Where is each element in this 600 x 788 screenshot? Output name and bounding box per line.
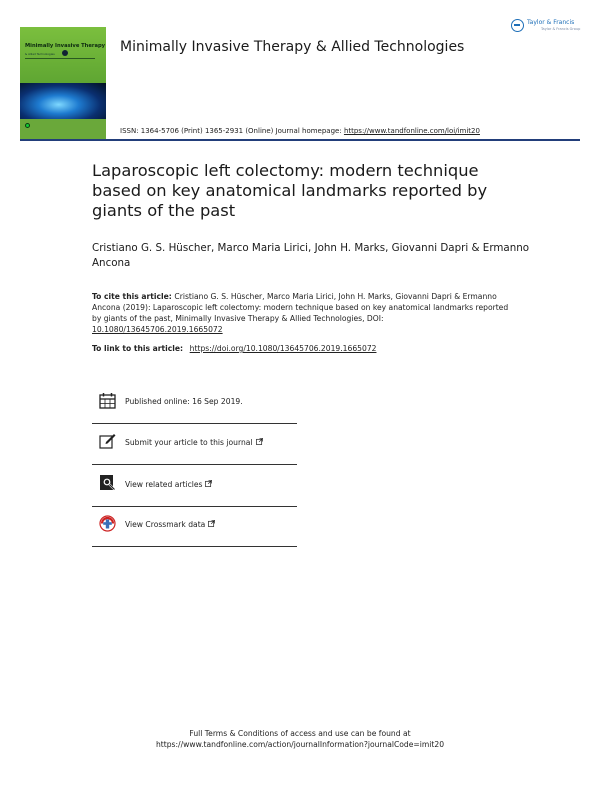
external-link-icon: [208, 520, 215, 527]
cover-mark-icon: [25, 123, 30, 128]
cover-title: Minimally Invasive Therapy: [25, 43, 106, 49]
item-divider: [92, 546, 297, 547]
item-divider: [92, 423, 297, 424]
external-link-icon: [205, 480, 212, 487]
footer: [0, 728, 600, 750]
related-articles-link[interactable]: [125, 480, 212, 489]
crossmark-link[interactable]: [125, 520, 215, 529]
citation-label: To cite this article:: [92, 292, 175, 301]
cover-artwork: [20, 83, 106, 119]
item-divider: [92, 506, 297, 507]
cover-logo-icon: [62, 50, 68, 56]
item-divider: [92, 464, 297, 465]
article-title: Laparoscopic left colectomy: modern technique based on key anatomical landmarks reported by giants of the past: [92, 161, 488, 220]
journal-name: Minimally Invasive Therapy & Allied Technologies: [120, 39, 465, 55]
cover-bottom-band: [20, 119, 106, 139]
related-articles-label: View related articles: [125, 480, 203, 489]
edit-icon: [99, 432, 116, 449]
footer-terms-link[interactable]: https://www.tandfonline.com/action/journalInformation?journalCode=imit20: [155, 740, 445, 749]
header-rule: [20, 139, 580, 141]
cover-divider: [25, 58, 95, 59]
article-link: [92, 344, 376, 353]
journal-cover-image: [20, 27, 106, 139]
footer-terms-text: Full Terms & Conditions of access and use can be found at: [189, 729, 411, 738]
issn-line: [120, 127, 480, 135]
issn-text: ISSN: 1364-5706 (Print) 1365-2931 (Online) Journal homepage:: [120, 127, 344, 135]
external-link-icon: [256, 438, 263, 445]
publisher-tagline: Taylor & Francis Group: [541, 27, 581, 31]
article-doi-link[interactable]: https://doi.org/10.1080/13645706.2019.1665072: [189, 344, 377, 353]
citation-text: Cristiano G. S. Hüscher, Marco Maria Lirici, John H. Marks, Giovanni Dapri & Ermanno Ancona (2019): Laparoscopic left colectomy: modern technique based on key anatomical landmarks reported by giants of the past, Minimally Invasive Therapy & Allied Technologies, DOI:: [92, 292, 509, 323]
crossmark-icon: [99, 515, 116, 532]
citation-doi-link[interactable]: 10.1080/13645706.2019.1665072: [92, 325, 223, 334]
search-document-icon: [99, 474, 116, 491]
publisher-logo-icon: [511, 19, 524, 32]
calendar-icon: [99, 392, 116, 409]
submit-article-link[interactable]: [125, 438, 263, 447]
article-authors: Cristiano G. S. Hüscher, Marco Maria Lirici, John H. Marks, Giovanni Dapri & Ermanno Ancona: [92, 242, 530, 269]
crossmark-label: View Crossmark data: [125, 520, 206, 529]
publisher-name: Taylor & Francis: [527, 19, 575, 26]
journal-homepage-link[interactable]: https://www.tandfonline.com/loi/imit20: [343, 127, 480, 135]
cover-subtitle: & Allied Technologies: [25, 52, 55, 56]
published-date: Published online: 16 Sep 2019.: [125, 397, 243, 406]
citation: [92, 291, 512, 335]
submit-article-label: Submit your article to this journal: [125, 438, 253, 447]
article-link-label: To link to this article:: [92, 344, 186, 353]
